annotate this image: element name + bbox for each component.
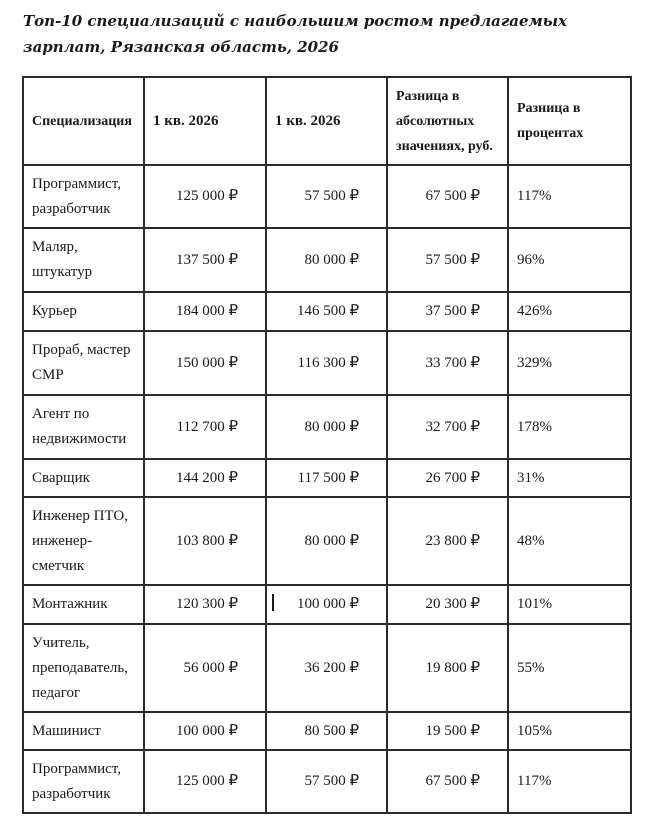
cell-salary-previous: 100 000 ₽ (266, 585, 387, 624)
cell-salary-current: 103 800 ₽ (144, 497, 266, 585)
cell-percent-difference: 101% (508, 585, 631, 624)
cell-specialization: Программист, разработчик (23, 165, 144, 228)
header-row (23, 77, 631, 165)
cell-specialization: Маляр, штукатур (23, 228, 144, 292)
table-row (23, 331, 631, 395)
table-row (23, 228, 631, 292)
cell-absolute-difference: 32 700 ₽ (387, 395, 508, 459)
cell-salary-current: 144 200 ₽ (144, 459, 266, 497)
cell-salary-previous: 117 500 ₽ (266, 459, 387, 497)
table-title: Топ-10 специализаций с наибольшим ростом предлагаемых зарплат, Рязанская область, 2026 (23, 12, 568, 56)
table-row (23, 497, 631, 585)
cell-absolute-difference: 19 500 ₽ (387, 712, 508, 750)
salary-growth-table (22, 76, 632, 814)
cell-specialization: Учитель, преподаватель, педагог (23, 624, 144, 712)
cell-specialization: Сварщик (23, 459, 144, 497)
header-absolute-difference: Разница в абсолютных значениях, руб. (387, 77, 508, 165)
cell-salary-previous: 80 500 ₽ (266, 712, 387, 750)
cell-specialization: Машинист (23, 712, 144, 750)
table-row (23, 624, 631, 712)
cell-salary-previous: 116 300 ₽ (266, 331, 387, 395)
cell-specialization: Программист, разработчик (23, 750, 144, 813)
cell-salary-current: 184 000 ₽ (144, 292, 266, 331)
cell-percent-difference: 31% (508, 459, 631, 497)
table-row (23, 165, 631, 228)
cell-absolute-difference: 23 800 ₽ (387, 497, 508, 585)
cell-specialization: Прораб, мастер СМР (23, 331, 144, 395)
cell-salary-current: 120 300 ₽ (144, 585, 266, 624)
cell-absolute-difference: 67 500 ₽ (387, 750, 508, 813)
cell-percent-difference: 117% (508, 750, 631, 813)
cell-absolute-difference: 37 500 ₽ (387, 292, 508, 331)
cell-percent-difference: 117% (508, 165, 631, 228)
cell-specialization: Агент по недвижимости (23, 395, 144, 459)
cell-salary-previous: 80 000 ₽ (266, 497, 387, 585)
cell-absolute-difference: 20 300 ₽ (387, 585, 508, 624)
cell-absolute-difference: 67 500 ₽ (387, 165, 508, 228)
cell-absolute-difference: 19 800 ₽ (387, 624, 508, 712)
table-row (23, 750, 631, 813)
header-quarter-previous: 1 кв. 2026 (266, 77, 387, 165)
cell-salary-previous: 36 200 ₽ (266, 624, 387, 712)
cell-salary-current: 125 000 ₽ (144, 750, 266, 813)
cell-percent-difference: 55% (508, 624, 631, 712)
header-quarter-current: 1 кв. 2026 (144, 77, 266, 165)
cell-salary-current: 150 000 ₽ (144, 331, 266, 395)
cell-salary-previous: 80 000 ₽ (266, 395, 387, 459)
cell-specialization: Монтажник (23, 585, 144, 624)
cell-percent-difference: 426% (508, 292, 631, 331)
table-row (23, 459, 631, 497)
cell-percent-difference: 48% (508, 497, 631, 585)
cell-percent-difference: 329% (508, 331, 631, 395)
cell-salary-previous: 80 000 ₽ (266, 228, 387, 292)
table-row (23, 712, 631, 750)
cell-percent-difference: 105% (508, 712, 631, 750)
cell-salary-current: 100 000 ₽ (144, 712, 266, 750)
cell-absolute-difference: 57 500 ₽ (387, 228, 508, 292)
table-row (23, 395, 631, 459)
header-percent-difference: Разница в процентах (508, 77, 631, 165)
table-row (23, 292, 631, 331)
cell-specialization: Курьер (23, 292, 144, 331)
cell-salary-current: 125 000 ₽ (144, 165, 266, 228)
cell-salary-current: 137 500 ₽ (144, 228, 266, 292)
table-row (23, 585, 631, 624)
cell-salary-previous: 57 500 ₽ (266, 165, 387, 228)
cell-salary-previous: 57 500 ₽ (266, 750, 387, 813)
cell-absolute-difference: 26 700 ₽ (387, 459, 508, 497)
cell-salary-previous: 146 500 ₽ (266, 292, 387, 331)
cell-percent-difference: 96% (508, 228, 631, 292)
text-cursor (272, 594, 274, 611)
cell-absolute-difference: 33 700 ₽ (387, 331, 508, 395)
header-specialization: Специализация (23, 77, 144, 165)
cell-salary-current: 56 000 ₽ (144, 624, 266, 712)
cell-specialization: Инженер ПТО, инженер-сметчик (23, 497, 144, 585)
cell-salary-current: 112 700 ₽ (144, 395, 266, 459)
cell-percent-difference: 178% (508, 395, 631, 459)
